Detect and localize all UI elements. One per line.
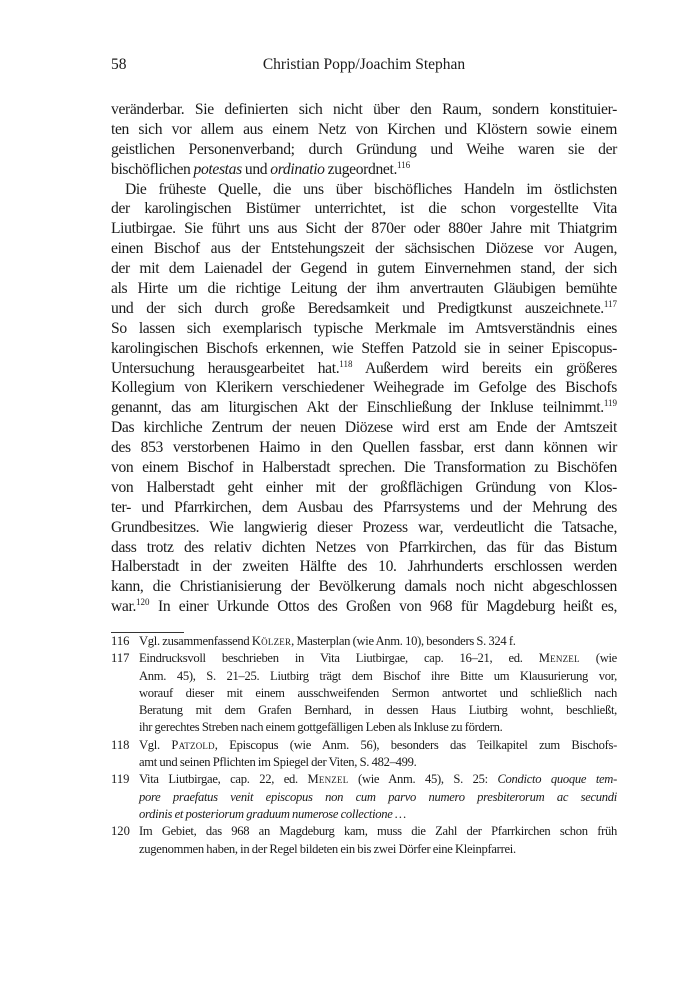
footnote-line <box>139 771 617 788</box>
text-run: ihr gerechtes Streben nach einem gottgefälligen Leben als Inkluse zu fördern. <box>139 720 503 735</box>
body-line <box>111 518 617 538</box>
text-run: Kollegium von Klerikern verschiedener Weihegrade im Gefolge des Bischofs <box>111 379 617 397</box>
footnote-ref[interactable]: 118 <box>339 358 353 369</box>
text-run: In einer Urkunde Ottos des Großen von 968 für Magdeburg heißt es, <box>149 598 617 616</box>
text-run: zugeordnet. <box>324 160 397 178</box>
footnote-line <box>139 737 617 754</box>
text-run: Liutbirgae. Sie führt uns aus Sicht der 870er oder 880er Jahre mit Thiatgrim <box>111 220 617 238</box>
footnote-number: 120 <box>111 824 130 839</box>
italic-term: ordinatio <box>270 160 325 178</box>
italic-term: potestas <box>193 160 242 178</box>
body-line <box>111 299 617 319</box>
text-run: Untersuchung herausgearbeitet hat. <box>111 359 340 377</box>
text-run: der mit dem Laienadel der Gegend in gutem Einvernehmen stand, der sich <box>111 260 617 278</box>
body-line <box>111 140 617 160</box>
text-run: , Masterplan (wie Anm. 10), besonders S. 324 f. <box>291 634 516 648</box>
text-run: Eindrucksvoll beschrieben in Vita Liutbirgae, cap. 16–21, ed. <box>139 651 539 666</box>
footnote-line <box>139 789 617 806</box>
body-line <box>111 597 617 617</box>
book-page <box>111 0 617 988</box>
text-run: ten sich vor allem aus einem Netz von Kirchen und Klöstern sowie einem <box>111 120 617 138</box>
text-run: , Episcopus (wie Anm. 56), besonders das Teilkapitel zum Bischofs- <box>214 737 617 752</box>
footnote-line <box>139 806 617 823</box>
body-line <box>111 100 617 120</box>
text-run: von Halberstadt geht einher mit der großflächigen Gründung von Klos- <box>111 478 617 496</box>
footnote-line <box>139 754 617 771</box>
author-name: Patzold <box>171 737 215 752</box>
footnotes <box>111 633 617 858</box>
footnote-number: 116 <box>111 634 130 648</box>
text-run: der karolingischen Bistümer unterrichtet, ist die schon vorgestellte Vita <box>111 200 617 218</box>
text-run: Vgl. zusammenfassend <box>139 634 252 648</box>
body-line <box>111 239 617 259</box>
body-line <box>111 359 617 379</box>
text-run: (wie <box>579 651 617 666</box>
footnote-line <box>139 702 617 719</box>
footnote-line <box>139 823 617 840</box>
body-line <box>111 538 617 558</box>
text-run: des 853 verstorbenen Haimo in den Quellen fassbar, erst dann können wir <box>111 439 617 457</box>
author-name: Menzel <box>307 772 349 787</box>
text-run: Im Gebiet, das 968 an Magdeburg kam, muss die Zahl der Pfarrkirchen schon früh <box>139 824 617 839</box>
body-line <box>111 120 617 140</box>
body-line <box>111 199 617 219</box>
body-line <box>111 418 617 438</box>
text-run: einen Bischof aus der Entstehungszeit der sächsischen Diözese vor Augen, <box>111 240 617 258</box>
text-run: veränderbar. Sie definierten sich nicht über den Raum, sondern konstituier- <box>111 101 617 118</box>
footnote-ref[interactable]: 117 <box>603 298 617 309</box>
body-line <box>111 319 617 339</box>
text-run: von einem Bischof in Halberstadt sprechen. Die Transformation zu Bischöfen <box>111 459 617 477</box>
text-run: amt und seinen Pflichten im Spiegel der Viten, S. 482–499. <box>139 755 417 770</box>
body-line <box>111 458 617 478</box>
body-line <box>111 219 617 239</box>
latin-quote: ordinis et posteriorum graduum numerose collectione … <box>139 806 406 821</box>
footnote-ref[interactable]: 120 <box>136 597 150 608</box>
text-run: als Hirte um die richtige Leitung der ihm anvertrauten Gläubigen bemühte <box>111 280 617 298</box>
body-line <box>111 498 617 518</box>
author-name: Menzel <box>538 651 580 666</box>
footnote-ref[interactable]: 119 <box>603 398 617 409</box>
body-line <box>111 577 617 597</box>
body-line <box>111 438 617 458</box>
body-line <box>111 378 617 398</box>
footnote-119 <box>111 771 617 823</box>
text-run: Außerdem wird bereits ein größeres <box>352 359 617 377</box>
text-run: Das kirchliche Zentrum der neuen Diözese wird erst am Ende der Amtszeit <box>111 419 617 437</box>
text-run: dass trotz des relativ dichten Netzes von Pfarrkirchen, das für das Bistum <box>111 538 617 556</box>
body-text <box>111 100 617 617</box>
author-name: Kölzer <box>251 634 292 648</box>
text-run: So lassen sich exemplarisch typische Merkmale im Amtsverständnis eines <box>111 319 617 337</box>
running-title: Christian Popp/Joachim Stephan <box>262 56 466 73</box>
text-run: Die früheste Quelle, die uns über bischöfliches Handeln im östlichsten <box>125 180 617 198</box>
footnote-number: 117 <box>111 651 130 666</box>
text-run: bischöflichen <box>111 160 194 178</box>
running-head <box>111 54 617 76</box>
body-line <box>111 259 617 279</box>
footnote-line <box>139 668 617 685</box>
footnote-line <box>139 650 617 667</box>
footnote-117 <box>111 650 617 736</box>
text-run: worauf dieser mit einem ausschweifenden Sermon antwortet und schließlich nach <box>139 685 617 700</box>
body-line <box>111 160 617 180</box>
text-run: Vgl. <box>139 737 172 752</box>
text-run: ter- und Pfarrkirchen, dem Ausbau des Pfarrsystems und der Mehrung des <box>111 498 617 516</box>
footnote-118 <box>111 737 617 772</box>
body-line <box>111 339 617 359</box>
footnote-line <box>139 841 617 858</box>
footnote-line <box>139 633 617 650</box>
footnote-number: 119 <box>111 772 130 787</box>
body-line <box>111 398 617 418</box>
text-run: zugenommen haben, in der Regel bildeten ein bis zwei Dörfer eine Kleinpfarrei. <box>139 841 516 856</box>
body-line <box>111 478 617 498</box>
footnote-116 <box>111 633 617 650</box>
text-run: genannt, das am liturgischen Akt der Einschließung der Inkluse teilnimmt. <box>111 399 604 417</box>
footnote-120 <box>111 823 617 858</box>
text-run: karolingischen Bischofs erkennen, wie Steffen Patzold sie in seiner Episcopus- <box>111 339 617 357</box>
text-run: war. <box>111 598 137 616</box>
text-run: geistlichen Personenverband; durch Gründung und Weihe waren sie der <box>111 140 617 158</box>
text-run: Anm. 45), S. 21–25. Liutbirg trägt dem Bischof ihre Bitte um Klausurierung vor, <box>139 668 617 683</box>
text-run: kann, die Christianisierung der Bevölkerung damals noch nicht abgeschlossen <box>111 578 617 596</box>
text-run: (wie Anm. 45), S. 25: <box>348 772 498 787</box>
body-line <box>111 557 617 577</box>
text-run: und <box>241 160 271 178</box>
body-line <box>111 180 617 200</box>
body-line <box>111 279 617 299</box>
text-run: Halberstadt in der zweiten Hälfte des 10. Jahrhunderts erschlossen werden <box>111 558 617 576</box>
latin-quote: Condicto quoque tem- <box>497 772 617 787</box>
latin-quote: pore praefatus venit episcopus non cum parvo numero presbiterorum ac secundi <box>139 789 617 804</box>
text-run: und der sich durch große Beredsamkeit und Predigtkunst auszeichnete. <box>111 299 604 317</box>
footnote-line <box>139 685 617 702</box>
footnote-number: 118 <box>111 737 130 752</box>
footnote-line <box>139 719 617 736</box>
text-run: Grundbesitzes. Wie langwierig dieser Prozess war, verdeutlicht die Tatsache, <box>111 518 617 536</box>
footnote-ref[interactable]: 116 <box>397 159 411 170</box>
page-number: 58 <box>111 56 127 73</box>
text-run: Beratung mit dem Grafen Bernhard, in dessen Haus Liutbirg wohnt, beschließt, <box>139 703 617 718</box>
text-run: Vita Liutbirgae, cap. 22, ed. <box>139 772 308 787</box>
